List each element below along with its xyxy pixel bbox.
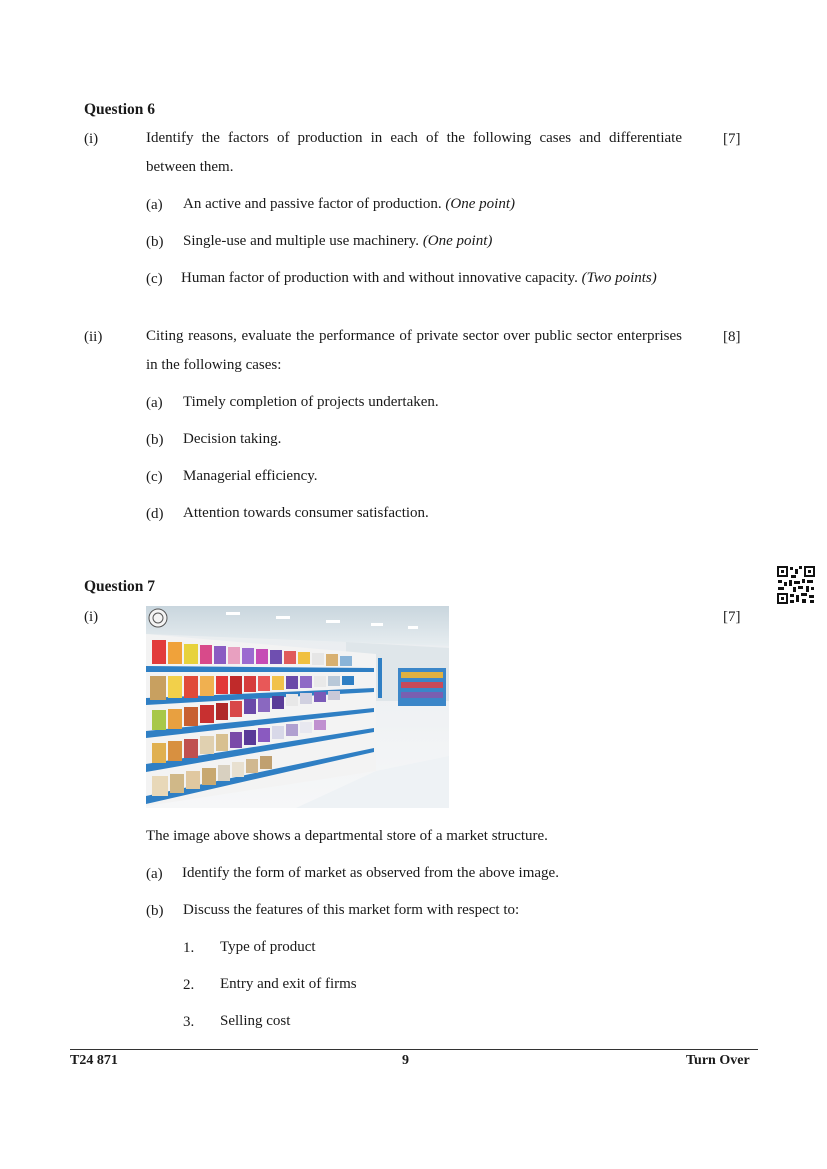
- q6-part-i-label: (i): [84, 131, 99, 147]
- paper-code: T24 871: [70, 1053, 118, 1068]
- q6-i-item-a-text: An active and passive factor of production.: [183, 196, 442, 212]
- turn-over-note: Turn Over: [686, 1053, 750, 1068]
- q6-i-item-b-label: (b): [146, 234, 164, 250]
- q6-i-item-b: [183, 227, 683, 256]
- q6-ii-item-b-text: Decision taking.: [183, 431, 282, 447]
- q7-item-b-text: Discuss the features of this market form with respect to:: [183, 902, 520, 918]
- q6-ii-item-b-label: (b): [146, 432, 164, 448]
- q6-part-ii-label: (ii): [84, 329, 103, 345]
- q6-part-i-marks: [7]: [723, 131, 741, 147]
- q6-ii-item-a-label: (a): [146, 395, 163, 411]
- q6-ii-item-c-text: Managerial efficiency.: [183, 468, 318, 484]
- q6-i-item-a: [183, 190, 683, 219]
- q6-ii-item-d-label: (d): [146, 506, 164, 522]
- q7-sub-3-text: Selling cost: [220, 1013, 291, 1029]
- q6-i-item-b-text: Single-use and multiple use machinery.: [183, 233, 420, 249]
- q7-item-b-label: (b): [146, 903, 164, 919]
- question-7-heading: Question 7: [84, 578, 156, 595]
- question-6-heading: Question 6: [84, 101, 156, 118]
- q6-i-item-a-note: (One point): [445, 196, 515, 212]
- q7-sub-2-text: Entry and exit of firms: [220, 976, 357, 992]
- q6-i-item-b-note: (One point): [422, 233, 493, 249]
- footer-divider: [70, 1049, 758, 1050]
- q7-sub-3-label: 3.: [183, 1014, 195, 1030]
- departmental-store-image: [146, 606, 449, 808]
- q6-part-ii-text: Citing reasons, evaluate the performance of private sector over public sector enterprises in the following cases:: [146, 328, 682, 373]
- qr-code: [776, 565, 816, 605]
- q7-part-i-label: (i): [84, 609, 99, 625]
- q7-item-a-text: Identify the form of market as observed from the above image.: [182, 865, 559, 881]
- q6-part-ii-marks: [8]: [723, 329, 741, 345]
- q7-item-a-label: (a): [146, 866, 163, 882]
- q6-i-item-a-label: (a): [146, 197, 163, 213]
- page-number: 9: [402, 1053, 409, 1068]
- q6-ii-item-a-text: Timely completion of projects undertaken.: [183, 394, 439, 410]
- q6-i-item-c: [181, 264, 682, 293]
- q7-sub-1-label: 1.: [183, 940, 195, 956]
- q6-i-item-c-label: (c): [146, 271, 163, 287]
- q6-ii-item-c-label: (c): [146, 469, 163, 485]
- q7-sub-2-label: 2.: [183, 977, 195, 993]
- q6-part-i-text: Identify the factors of production in each of the following cases and differentiate between them.: [146, 130, 682, 175]
- q6-i-item-c-text: Human factor of production with and without innovative capacity.: [181, 270, 578, 286]
- q7-sub-1-text: Type of product: [220, 939, 316, 955]
- q6-ii-item-d-text: Attention towards consumer satisfaction.: [183, 505, 429, 521]
- qr-code-icon: [776, 565, 816, 605]
- q6-i-item-c-note: (Two points): [581, 270, 657, 286]
- q7-image-caption: The image above shows a departmental store of a market structure.: [146, 828, 548, 844]
- q7-part-i-marks: [7]: [723, 609, 741, 625]
